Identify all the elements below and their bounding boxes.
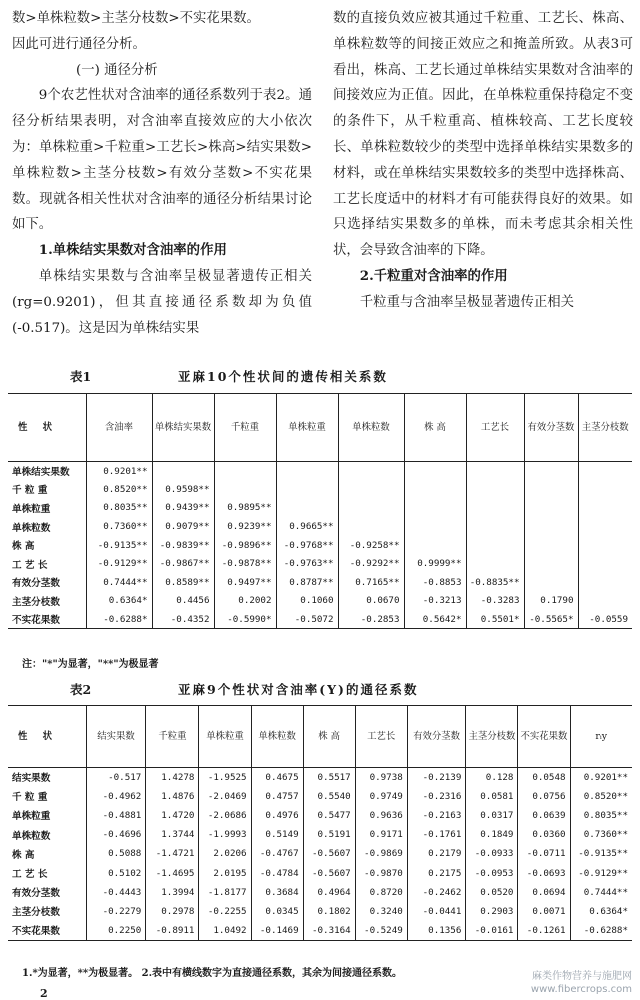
table-cell xyxy=(524,536,578,555)
table-row xyxy=(8,844,632,863)
body-text xyxy=(0,0,640,348)
table-cell: -0.5249 xyxy=(355,921,407,940)
table-row xyxy=(8,787,632,806)
table1 xyxy=(8,393,632,629)
table-cell: -0.4767 xyxy=(251,844,303,863)
table-cell: -0.2139 xyxy=(407,768,466,787)
table-cell: -0.5990* xyxy=(214,610,276,629)
table-cell xyxy=(578,536,632,555)
table-row xyxy=(8,499,632,518)
table-cell: 0.5088 xyxy=(86,844,146,863)
table1-column-header: 千粒重 xyxy=(214,394,276,462)
table-row xyxy=(8,536,632,555)
table-cell: -0.9135** xyxy=(86,536,152,555)
table-cell: 0.7444** xyxy=(86,573,152,592)
table-cell: -0.4881 xyxy=(86,806,146,825)
table-cell: -0.9869 xyxy=(355,844,407,863)
table-row xyxy=(8,806,632,825)
table-cell: -0.9867** xyxy=(152,554,214,573)
table-cell: 0.5149 xyxy=(251,825,303,844)
table2-column-header: 千粒重 xyxy=(146,706,199,768)
table-cell: -0.9129** xyxy=(570,863,632,882)
table1-corner-header: 性 状 xyxy=(18,421,59,433)
table-cell: 0.8520** xyxy=(86,480,152,499)
table-cell: 0.0548 xyxy=(518,768,570,787)
table-cell xyxy=(214,480,276,499)
table-cell: -1.9993 xyxy=(199,825,251,844)
table-cell: 1.3994 xyxy=(146,883,199,902)
table1-column-header: 单株结实果数 xyxy=(152,394,214,462)
table-cell: 0.5517 xyxy=(303,768,355,787)
table2-header-row xyxy=(8,706,632,768)
table-row xyxy=(8,902,632,921)
table-cell: 0.5540 xyxy=(303,787,355,806)
table-cell: 0.8035** xyxy=(570,806,632,825)
table-cell: 0.9999** xyxy=(404,554,466,573)
right-paragraph: 千粒重与含油率呈极显著遗传正相关 xyxy=(359,294,575,310)
table1-column-header: 单株粒重 xyxy=(276,394,338,462)
table-cell: -0.9258** xyxy=(338,536,404,555)
table1-column-header: 工艺长 xyxy=(466,394,524,462)
row-label: 单株结实果数 xyxy=(12,467,70,479)
table1-label: 表1 xyxy=(70,369,92,384)
table-cell: -0.3283 xyxy=(466,592,524,611)
table-cell: 0.1060 xyxy=(276,592,338,611)
table-cell: 0.9201** xyxy=(86,462,152,481)
table-cell xyxy=(338,499,404,518)
table-cell: 0.3684 xyxy=(251,883,303,902)
table-cell: 0.1849 xyxy=(466,825,518,844)
table-cell: 0.0520 xyxy=(466,883,518,902)
row-label: 株 高 xyxy=(12,849,35,861)
table2-column-header: 结实果数 xyxy=(86,706,146,768)
table-cell: -0.0711 xyxy=(518,844,570,863)
table-cell: -0.9870 xyxy=(355,863,407,882)
table-cell: -0.2255 xyxy=(199,902,251,921)
table-cell: -0.9878** xyxy=(214,554,276,573)
table1-note: 注："*"为显著，"**"为极显著 xyxy=(22,659,159,670)
table-cell: -0.0559 xyxy=(578,610,632,629)
table-cell xyxy=(466,462,524,481)
table-cell: 2.0195 xyxy=(199,863,251,882)
table-row xyxy=(8,573,632,592)
table-cell: 0.9497** xyxy=(214,573,276,592)
table-cell: -0.6288* xyxy=(570,921,632,940)
table-row xyxy=(8,592,632,611)
table-cell: -0.2163 xyxy=(407,806,466,825)
table-cell xyxy=(466,480,524,499)
table-cell: -0.1761 xyxy=(407,825,466,844)
table-cell xyxy=(524,554,578,573)
table-cell xyxy=(578,573,632,592)
watermark-line1: 麻类作物营养与施肥网 xyxy=(532,971,632,982)
table-cell: -0.9768** xyxy=(276,536,338,555)
table-cell: -0.9129** xyxy=(86,554,152,573)
table-cell: 0.3240 xyxy=(355,902,407,921)
table-row xyxy=(8,883,632,902)
table-cell: 0.0345 xyxy=(251,902,303,921)
table-cell: 0.0360 xyxy=(518,825,570,844)
row-label: 单株粒数 xyxy=(12,830,51,842)
table2-label: 表2 xyxy=(70,682,92,697)
table-cell: 0.9636 xyxy=(355,806,407,825)
table-cell: -0.8911 xyxy=(146,921,199,940)
table-cell: -0.4696 xyxy=(86,825,146,844)
table-cell: 0.1790 xyxy=(524,592,578,611)
table-cell: 0.0694 xyxy=(518,883,570,902)
table1-column-header: 单株粒数 xyxy=(338,394,404,462)
table-row xyxy=(8,610,632,629)
watermark-line2: www.fibercrops.com xyxy=(530,984,632,995)
table-cell: -0.9763** xyxy=(276,554,338,573)
table1-column-header: 含油率 xyxy=(86,394,152,462)
table2-column-header: 主茎分枝数 xyxy=(466,706,518,768)
left-paragraph: (一) 通径分析 xyxy=(76,62,158,78)
table-cell: 0.8787** xyxy=(276,573,338,592)
table-cell: 0.2175 xyxy=(407,863,466,882)
table-row xyxy=(8,768,632,787)
left-column xyxy=(12,6,312,341)
table2-column-header: rᵢy xyxy=(570,706,632,768)
table-cell: 0.7165** xyxy=(338,573,404,592)
table-cell: -0.2462 xyxy=(407,883,466,902)
row-label: 不实花果数 xyxy=(12,926,60,938)
table-cell: -0.2279 xyxy=(86,902,146,921)
table-cell xyxy=(338,480,404,499)
table-cell: 0.4757 xyxy=(251,787,303,806)
table-cell: 0.9738 xyxy=(355,768,407,787)
table-cell xyxy=(276,499,338,518)
row-label: 株 高 xyxy=(12,541,35,553)
table-cell: 0.5191 xyxy=(303,825,355,844)
table-cell xyxy=(338,462,404,481)
table-cell: 0.5102 xyxy=(86,863,146,882)
table-cell: 0.5477 xyxy=(303,806,355,825)
table-cell: -0.5565* xyxy=(524,610,578,629)
table-cell: 0.0670 xyxy=(338,592,404,611)
table-cell: 0.0071 xyxy=(518,902,570,921)
table2-column-header: 单株粒数 xyxy=(251,706,303,768)
table-cell: 0.9598** xyxy=(152,480,214,499)
table1-column-header: 株 高 xyxy=(404,394,466,462)
table-cell: 0.1802 xyxy=(303,902,355,921)
table2-column-header: 单株粒重 xyxy=(199,706,251,768)
table-cell xyxy=(578,592,632,611)
table-cell xyxy=(578,517,632,536)
table-row xyxy=(8,825,632,844)
table2-column-header: 工艺长 xyxy=(355,706,407,768)
table-cell: -0.9839** xyxy=(152,536,214,555)
table-cell: 0.4976 xyxy=(251,806,303,825)
table-cell: 0.8035** xyxy=(86,499,152,518)
table-cell: -0.4784 xyxy=(251,863,303,882)
table-cell: -0.517 xyxy=(86,768,146,787)
table-cell xyxy=(578,480,632,499)
table-cell xyxy=(214,462,276,481)
table-cell xyxy=(276,480,338,499)
table-cell: -0.5607 xyxy=(303,844,355,863)
table-cell: 0.9749 xyxy=(355,787,407,806)
table-cell: 0.0317 xyxy=(466,806,518,825)
table2-column-header: 株 高 xyxy=(303,706,355,768)
table-cell: -0.4443 xyxy=(86,883,146,902)
table-cell: 1.3744 xyxy=(146,825,199,844)
table-cell: -0.2316 xyxy=(407,787,466,806)
right-column xyxy=(333,6,633,316)
table2-corner-header: 性 状 xyxy=(18,730,59,742)
watermark xyxy=(531,970,632,996)
table-cell: 0.9171 xyxy=(355,825,407,844)
row-label: 单株粒数 xyxy=(12,522,51,534)
table-cell: -0.3213 xyxy=(404,592,466,611)
table-cell xyxy=(404,499,466,518)
row-label: 有效分茎数 xyxy=(12,578,60,590)
table-cell: -0.9135** xyxy=(570,844,632,863)
table-cell: 1.4720 xyxy=(146,806,199,825)
table-cell: -0.4962 xyxy=(86,787,146,806)
table-cell: 0.8720 xyxy=(355,883,407,902)
table-cell: 0.0756 xyxy=(518,787,570,806)
table-cell: -0.4352 xyxy=(152,610,214,629)
table-cell: -0.5607 xyxy=(303,863,355,882)
table-cell: 1.4876 xyxy=(146,787,199,806)
row-label: 单株粒重 xyxy=(12,811,51,823)
table-cell xyxy=(466,517,524,536)
table-cell: -0.1261 xyxy=(518,921,570,940)
row-label: 千 粒 重 xyxy=(12,792,48,804)
table-cell: -0.8853 xyxy=(404,573,466,592)
table-cell: 0.2179 xyxy=(407,844,466,863)
table-cell xyxy=(338,517,404,536)
table-cell: 0.5501* xyxy=(466,610,524,629)
row-label: 主茎分枝数 xyxy=(12,907,60,919)
table-cell: 0.7444** xyxy=(570,883,632,902)
table-row xyxy=(8,863,632,882)
table-cell: -0.2853 xyxy=(338,610,404,629)
row-label: 结实果数 xyxy=(12,773,51,785)
row-label: 主茎分枝数 xyxy=(12,596,60,608)
table-cell: 0.6364* xyxy=(86,592,152,611)
table-cell: -0.0933 xyxy=(466,844,518,863)
row-label: 工 艺 长 xyxy=(12,869,48,881)
row-label: 不实花果数 xyxy=(12,615,60,627)
table-row xyxy=(8,921,632,940)
left-paragraph: 单株结实果数与含油率呈极显著遗传正相关 (rg=0.9201)，但其直接通径系数却为负值 (-0.517)。这是因为单株结实果 xyxy=(12,268,312,336)
row-label: 单株粒重 xyxy=(12,503,51,515)
table-cell xyxy=(466,554,524,573)
table-cell: 0.9079** xyxy=(152,517,214,536)
table-cell xyxy=(404,462,466,481)
row-label: 千 粒 重 xyxy=(12,485,48,497)
table-cell: 1.0492 xyxy=(199,921,251,940)
table-cell: 0.9201** xyxy=(570,768,632,787)
table-cell: 0.128 xyxy=(466,768,518,787)
table-cell: 0.4456 xyxy=(152,592,214,611)
table-cell: 0.7360** xyxy=(86,517,152,536)
table-cell: 0.9439** xyxy=(152,499,214,518)
table-cell xyxy=(276,462,338,481)
table1-column-header: 主茎分枝数 xyxy=(578,394,632,462)
table-cell xyxy=(404,536,466,555)
table1-title: 亚麻10个性状间的遗传相关系数 xyxy=(178,369,388,384)
table-cell: -1.4695 xyxy=(146,863,199,882)
table-cell: 0.5642* xyxy=(404,610,466,629)
table-row xyxy=(8,462,632,481)
table-cell: -2.0686 xyxy=(199,806,251,825)
table2-column-header: 有效分茎数 xyxy=(407,706,466,768)
table-cell: 0.8589** xyxy=(152,573,214,592)
table-cell xyxy=(524,573,578,592)
table-cell: -0.1469 xyxy=(251,921,303,940)
table-cell: 0.0639 xyxy=(518,806,570,825)
table2-title: 亚麻9个性状对含油率(Y)的通径系数 xyxy=(178,682,419,697)
left-paragraph: 数>单株粒数>主茎分枝数>不实花果数。 xyxy=(12,11,260,26)
table-cell: -0.3164 xyxy=(303,921,355,940)
table-cell: -1.4721 xyxy=(146,844,199,863)
table-cell: 0.9239** xyxy=(214,517,276,536)
table2 xyxy=(8,705,632,941)
right-paragraph: 2.千粒重对含油率的作用 xyxy=(359,267,508,284)
row-label: 有效分茎数 xyxy=(12,888,60,900)
table-cell: 0.1356 xyxy=(407,921,466,940)
table2-column-header: 不实花果数 xyxy=(518,706,570,768)
table-cell: -0.0693 xyxy=(518,863,570,882)
table-cell: 0.4964 xyxy=(303,883,355,902)
table2-note: 1.*为显著，**为极显著。 2.表中有横线数字为直接通径系数，其余为间接通径系数。 xyxy=(22,968,403,979)
table-cell: -2.0469 xyxy=(199,787,251,806)
table-cell: 0.2978 xyxy=(146,902,199,921)
table-cell: -0.9896** xyxy=(214,536,276,555)
table-cell xyxy=(524,517,578,536)
table-cell: 1.4278 xyxy=(146,768,199,787)
table-cell: -0.0953 xyxy=(466,863,518,882)
table-cell: 0.2002 xyxy=(214,592,276,611)
table-cell: -0.0161 xyxy=(466,921,518,940)
table-cell xyxy=(578,554,632,573)
table-cell xyxy=(524,480,578,499)
table-cell: -0.9292** xyxy=(338,554,404,573)
table-cell: 0.9665** xyxy=(276,517,338,536)
table-cell: 0.2903 xyxy=(466,902,518,921)
right-paragraph: 数的直接负效应被其通过千粒重、工艺长、株高、单株粒数等的间接正效应之和掩盖所致。从表3可看出，株高、工艺长通过单株结实果数对含油率的间接效应为正值。因此，在单株粒重保持稳定不变的条件下，从千粒重高、植株较高、工艺长度较长、单株粒数较少的类型中选择单株结实果数多的材料，或在单株结实果数较多的类型中选择株高、工艺长度适中的材料才有可能获得良好的效果。如只选择结实果数多的单株，而未考虑其余相关性状，会导致含油率的下降。 xyxy=(333,11,633,259)
left-paragraph: 1.单株结实果数对含油率的作用 xyxy=(38,242,227,259)
table-cell xyxy=(404,480,466,499)
left-paragraph: 因此可进行通径分析。 xyxy=(12,36,146,52)
table-cell xyxy=(578,462,632,481)
table-cell xyxy=(578,499,632,518)
table-cell xyxy=(524,462,578,481)
table1-column-header: 有效分茎数 xyxy=(524,394,578,462)
table-cell xyxy=(524,499,578,518)
left-paragraph: 9个农艺性状对含油率的通径系数列于表2。通径分析结果表明，对含油率直接效应的大小依次为：单株粒重>千粒重>工艺长>株高>结实果数>单株粒数>主茎分枝数>有效分茎数>不实花果数。现就各相关性状对含油率的通径分析结果讨论如下。 xyxy=(12,88,312,233)
table-cell: 0.7360** xyxy=(570,825,632,844)
page-number: 2 xyxy=(40,987,48,1000)
row-label: 工 艺 长 xyxy=(12,559,48,571)
table-cell: 0.4675 xyxy=(251,768,303,787)
table-cell: 2.0206 xyxy=(199,844,251,863)
table-cell: -0.0441 xyxy=(407,902,466,921)
table1-header-row xyxy=(8,394,632,462)
table-cell: -1.9525 xyxy=(199,768,251,787)
table-cell xyxy=(152,462,214,481)
table-cell: 0.6364* xyxy=(570,902,632,921)
table-cell xyxy=(466,499,524,518)
table-cell: 0.2250 xyxy=(86,921,146,940)
table-cell: 0.0581 xyxy=(466,787,518,806)
table-cell: 0.9895** xyxy=(214,499,276,518)
table-cell: -0.6288* xyxy=(86,610,152,629)
table-cell: -0.8835** xyxy=(466,573,524,592)
table-row xyxy=(8,480,632,499)
table-cell: -1.8177 xyxy=(199,883,251,902)
table-row xyxy=(8,554,632,573)
table-cell xyxy=(466,536,524,555)
table-cell xyxy=(404,517,466,536)
table-row xyxy=(8,517,632,536)
table-cell: 0.8520** xyxy=(570,787,632,806)
table-cell: -0.5072 xyxy=(276,610,338,629)
